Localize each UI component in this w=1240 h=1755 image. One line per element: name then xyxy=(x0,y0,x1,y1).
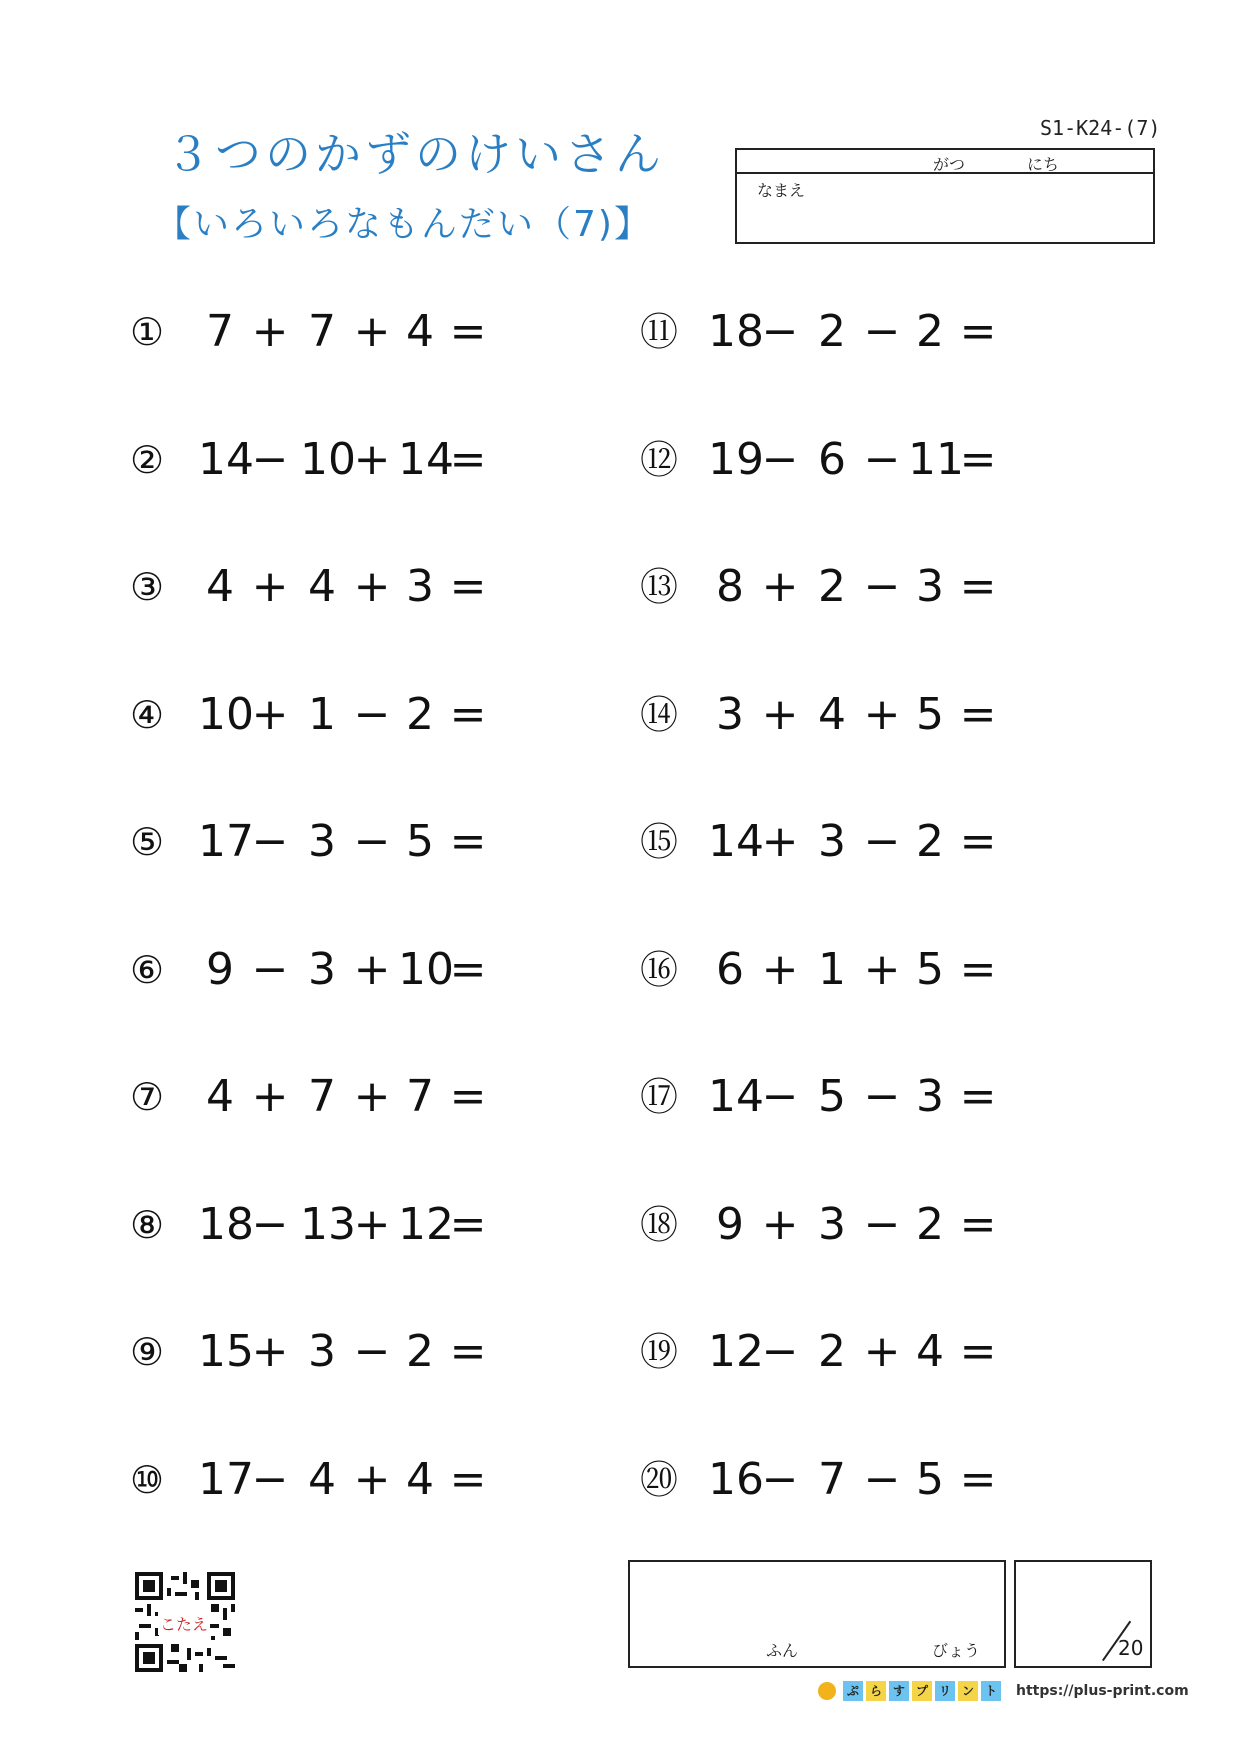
problem-number: ⑪ xyxy=(640,310,679,354)
brand-tile: ン xyxy=(958,1681,978,1701)
answer-label: こたえ xyxy=(158,1612,210,1635)
problem-row xyxy=(640,1067,1040,1127)
equals-sign: = xyxy=(959,1071,997,1122)
date-row xyxy=(737,150,1153,174)
equals-sign: = xyxy=(449,561,487,612)
problem-number: ⑤ xyxy=(130,820,165,864)
equals-sign: = xyxy=(449,306,487,357)
problem-number: ⑱ xyxy=(640,1202,679,1247)
operator: + xyxy=(251,1071,289,1122)
operand: 14 xyxy=(198,433,254,485)
problem-number: ⑰ xyxy=(640,1075,679,1119)
problem-row xyxy=(640,685,1040,745)
problem-row xyxy=(130,1195,530,1255)
operand: 18 xyxy=(198,1198,254,1250)
operator: + xyxy=(353,1453,391,1505)
operator: − xyxy=(353,816,391,867)
problem-number: ⑳ xyxy=(640,1457,679,1502)
operator: − xyxy=(251,816,289,867)
equals-sign: = xyxy=(449,1071,487,1122)
operand: 7 xyxy=(406,1071,434,1122)
equals-sign: = xyxy=(449,943,487,995)
operator: + xyxy=(353,943,391,995)
equals-sign: = xyxy=(959,1198,997,1250)
problem-number: ④ xyxy=(130,692,165,737)
problem-number: ⑧ xyxy=(130,1202,165,1247)
operator: − xyxy=(761,1071,799,1122)
operand: 11 xyxy=(908,433,964,485)
operator: + xyxy=(761,688,799,740)
operator: − xyxy=(761,1326,799,1377)
problem-row xyxy=(130,430,530,490)
operand: 3 xyxy=(308,1326,336,1377)
operator: + xyxy=(251,1326,289,1377)
problem-number: ⑦ xyxy=(130,1075,165,1119)
minutes-label: ふん xyxy=(766,1641,799,1660)
equals-sign: = xyxy=(959,816,997,867)
equals-sign: = xyxy=(959,433,997,485)
operator: − xyxy=(863,1453,901,1505)
equals-sign: = xyxy=(449,433,487,485)
equals-sign: = xyxy=(959,306,997,357)
month-label: がつ xyxy=(933,155,966,174)
seconds-label: びょう xyxy=(932,1641,981,1660)
operator: + xyxy=(761,816,799,867)
operand: 16 xyxy=(708,1453,764,1505)
operand: 5 xyxy=(818,1071,846,1122)
operator: − xyxy=(353,1326,391,1377)
operator: + xyxy=(353,306,391,357)
operator: − xyxy=(251,943,289,995)
operator: + xyxy=(251,561,289,612)
problem-row xyxy=(130,557,530,617)
operator: − xyxy=(761,433,799,485)
operand: 5 xyxy=(916,943,944,995)
problem-row xyxy=(130,1067,530,1127)
operand: 2 xyxy=(818,1326,846,1377)
operand: 9 xyxy=(206,943,234,995)
equals-sign: = xyxy=(959,1326,997,1377)
operand: 4 xyxy=(206,1071,234,1122)
operator: + xyxy=(761,943,799,995)
problem-row xyxy=(640,557,1040,617)
problem-number: ⑥ xyxy=(130,947,165,992)
operator: − xyxy=(353,688,391,740)
operator: − xyxy=(863,1071,901,1122)
problem-number: ③ xyxy=(130,565,165,609)
time-box xyxy=(628,1560,1006,1668)
operand: 7 xyxy=(308,306,336,357)
operand: 4 xyxy=(308,1453,336,1505)
operand: 17 xyxy=(198,816,254,867)
operand: 2 xyxy=(916,1198,944,1250)
problem-number: ⑯ xyxy=(640,947,679,992)
worksheet-code: S1-K24-(7) xyxy=(1040,116,1161,140)
brand-logo-icon xyxy=(818,1682,836,1700)
operand: 18 xyxy=(708,306,764,357)
brand-tile: ぷ xyxy=(843,1681,863,1701)
operand: 1 xyxy=(818,943,846,995)
operator: + xyxy=(863,1326,901,1377)
operand: 8 xyxy=(716,561,744,612)
problem-row xyxy=(640,430,1040,490)
problem-row xyxy=(640,812,1040,872)
operand: 3 xyxy=(818,816,846,867)
operand: 3 xyxy=(406,561,434,612)
page-subtitle: 【いろいろなもんだい（7)】 xyxy=(155,204,652,245)
operand: 5 xyxy=(916,688,944,740)
problem-row xyxy=(130,1450,530,1510)
operand: 14 xyxy=(708,1071,764,1122)
operator: + xyxy=(353,561,391,612)
problem-row xyxy=(130,1322,530,1382)
problem-number: ⑨ xyxy=(130,1330,165,1374)
problem-number: ⑬ xyxy=(640,565,679,609)
problem-number: ⑮ xyxy=(640,820,679,864)
operand: 2 xyxy=(916,816,944,867)
score-total: 20 xyxy=(1118,1636,1144,1660)
name-label: なまえ xyxy=(757,181,806,200)
page-title: ３つのかずのけいさん xyxy=(165,127,665,181)
equals-sign: = xyxy=(449,1198,487,1250)
operand: 3 xyxy=(308,943,336,995)
operator: − xyxy=(251,1453,289,1505)
problem-number: ⑲ xyxy=(640,1330,679,1374)
operand: 14 xyxy=(398,433,454,485)
operator: + xyxy=(863,688,901,740)
problem-number: ⑫ xyxy=(640,437,679,482)
operand: 17 xyxy=(198,1453,254,1505)
brand-tile: プ xyxy=(912,1681,932,1701)
brand-footer xyxy=(818,1680,1189,1702)
operator: + xyxy=(251,306,289,357)
equals-sign: = xyxy=(449,1453,487,1505)
score-box xyxy=(1014,1560,1152,1668)
operand: 4 xyxy=(406,306,434,357)
operand: 12 xyxy=(398,1198,454,1250)
name-date-box xyxy=(735,148,1155,244)
operator: + xyxy=(353,433,391,485)
operand: 4 xyxy=(406,1453,434,1505)
problem-row xyxy=(640,940,1040,1000)
operator: + xyxy=(353,1198,391,1250)
brand-tile: ら xyxy=(866,1681,886,1701)
operand: 7 xyxy=(818,1453,846,1505)
operator: − xyxy=(251,1198,289,1250)
operand: 6 xyxy=(716,943,744,995)
operator: − xyxy=(761,1453,799,1505)
operand: 6 xyxy=(818,433,846,485)
operand: 3 xyxy=(916,1071,944,1122)
operand: 10 xyxy=(198,688,254,740)
operator: + xyxy=(353,1071,391,1122)
equals-sign: = xyxy=(959,688,997,740)
operand: 7 xyxy=(206,306,234,357)
operand: 12 xyxy=(708,1326,764,1377)
operand: 9 xyxy=(716,1198,744,1250)
brand-tile: ト xyxy=(981,1681,1001,1701)
operand: 10 xyxy=(300,433,356,485)
equals-sign: = xyxy=(959,561,997,612)
operand: 3 xyxy=(308,816,336,867)
operand: 5 xyxy=(916,1453,944,1505)
operator: − xyxy=(863,561,901,612)
operand: 2 xyxy=(406,688,434,740)
operator: − xyxy=(863,816,901,867)
problem-row xyxy=(640,302,1040,362)
operator: − xyxy=(863,306,901,357)
operand: 2 xyxy=(818,561,846,612)
operand: 4 xyxy=(308,561,336,612)
equals-sign: = xyxy=(449,688,487,740)
operator: − xyxy=(761,306,799,357)
equals-sign: = xyxy=(449,1326,487,1377)
problem-number: ⑩ xyxy=(130,1457,165,1502)
operand: 13 xyxy=(300,1198,356,1250)
problem-row xyxy=(130,685,530,745)
brand-tile: リ xyxy=(935,1681,955,1701)
problem-row xyxy=(640,1450,1040,1510)
brand-name xyxy=(843,1681,1001,1701)
operand: 2 xyxy=(406,1326,434,1377)
operator: − xyxy=(863,433,901,485)
problem-row xyxy=(130,812,530,872)
operand: 3 xyxy=(916,561,944,612)
operator: + xyxy=(251,688,289,740)
operand: 10 xyxy=(398,943,454,995)
equals-sign: = xyxy=(449,816,487,867)
problem-number: ⑭ xyxy=(640,692,679,737)
brand-tile: す xyxy=(889,1681,909,1701)
operand: 7 xyxy=(308,1071,336,1122)
problem-row xyxy=(640,1195,1040,1255)
day-label: にち xyxy=(1027,155,1060,174)
problem-number: ② xyxy=(130,437,165,482)
operand: 14 xyxy=(708,816,764,867)
operand: 4 xyxy=(818,688,846,740)
problem-number: ① xyxy=(130,310,165,354)
operand: 2 xyxy=(818,306,846,357)
equals-sign: = xyxy=(959,1453,997,1505)
operand: 5 xyxy=(406,816,434,867)
operand: 15 xyxy=(198,1326,254,1377)
operator: + xyxy=(863,943,901,995)
operand: 2 xyxy=(916,306,944,357)
brand-url[interactable]: https://plus-print.com xyxy=(1016,1683,1189,1699)
problem-row xyxy=(130,302,530,362)
operator: − xyxy=(863,1198,901,1250)
operand: 1 xyxy=(308,688,336,740)
operator: + xyxy=(761,1198,799,1250)
problem-row xyxy=(130,940,530,1000)
operand: 4 xyxy=(206,561,234,612)
operand: 3 xyxy=(818,1198,846,1250)
equals-sign: = xyxy=(959,943,997,995)
operand: 4 xyxy=(916,1326,944,1377)
operand: 19 xyxy=(708,433,764,485)
problem-row xyxy=(640,1322,1040,1382)
operator: + xyxy=(761,561,799,612)
operator: − xyxy=(251,433,289,485)
operand: 3 xyxy=(716,688,744,740)
